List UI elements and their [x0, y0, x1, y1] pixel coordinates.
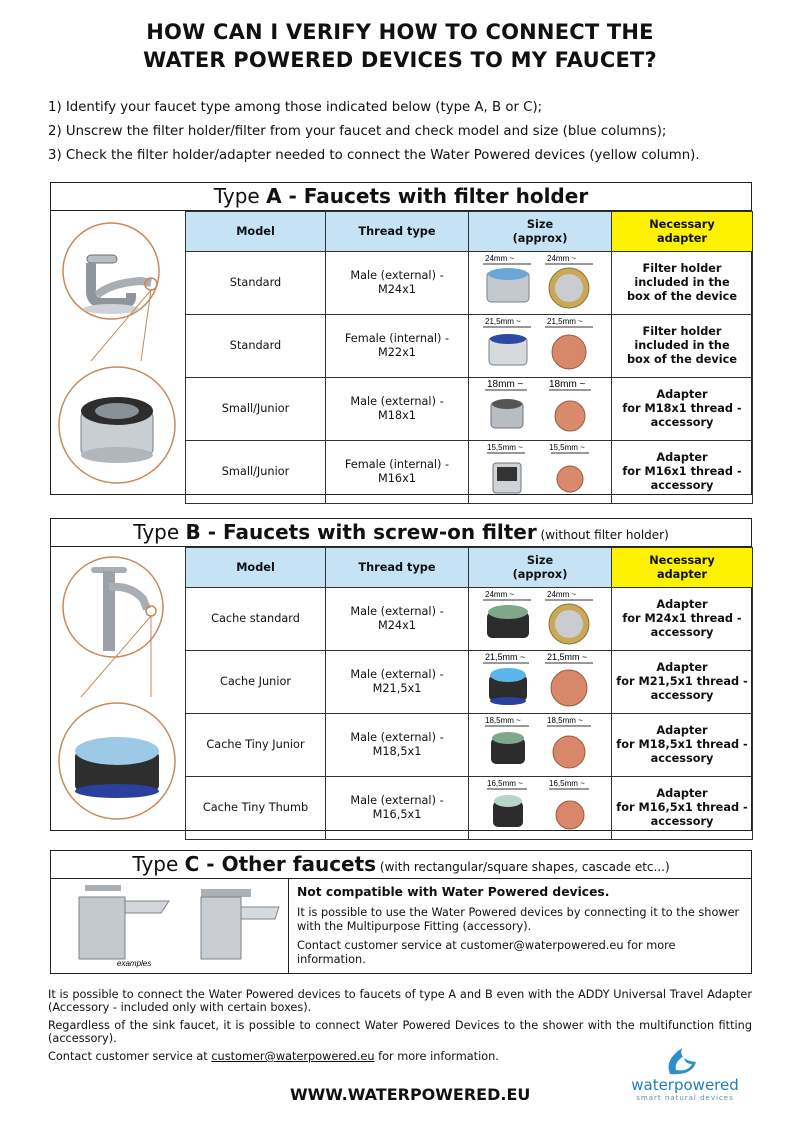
thread-cell: Male (external) - M24x1 — [326, 252, 469, 315]
svg-text:21,5mm ~: 21,5mm ~ — [547, 317, 583, 326]
adapter-cell: Adapter for M24x1 thread - accessory — [612, 588, 753, 651]
size-cell — [469, 651, 612, 714]
type-a-table — [185, 211, 753, 504]
step-1: 1) Identify your faucet type among those indicated below (type A, B or C); — [48, 100, 543, 115]
svg-text:24mm ~: 24mm ~ — [485, 590, 515, 599]
svg-text:18,5mm ~: 18,5mm ~ — [547, 716, 583, 725]
type-a-heading: Type A - Faucets with filter holder — [51, 183, 751, 211]
title-line-1: HOW CAN I VERIFY HOW TO CONNECT THE — [146, 20, 654, 44]
model-cell: Standard — [186, 315, 326, 378]
table-row — [186, 378, 753, 441]
website-url[interactable]: WWW.WATERPOWERED.EU — [290, 1085, 531, 1104]
svg-text:18,5mm ~: 18,5mm ~ — [485, 716, 521, 725]
model-cell: Small/Junior — [186, 378, 326, 441]
thread-cell: Male (external) - M21,5x1 — [326, 651, 469, 714]
waterpowered-logo: waterpowered smart natural devices — [620, 1042, 750, 1102]
table-row — [186, 777, 753, 840]
thread-cell: Male (external) - M18x1 — [326, 378, 469, 441]
page-title — [0, 18, 800, 74]
table-row — [186, 441, 753, 504]
size-cell — [469, 378, 612, 441]
size-cell — [469, 252, 612, 315]
size-cell — [469, 588, 612, 651]
svg-text:18mm ~: 18mm ~ — [487, 379, 524, 390]
water-drop-icon — [620, 1042, 750, 1078]
filter-and-coin-illustration — [475, 714, 605, 772]
svg-text:21,5mm ~: 21,5mm ~ — [485, 317, 521, 326]
thread-cell: Male (external) - M18,5x1 — [326, 714, 469, 777]
type-c-heading: Type C - Other faucets (with rectangular/square shapes, cascade etc...) — [51, 851, 751, 879]
model-cell: Cache Tiny Junior — [186, 714, 326, 777]
type-b-table — [185, 547, 753, 840]
filter-and-coin-illustration — [475, 588, 605, 646]
examples-label: examples — [117, 959, 152, 968]
filter-and-coin-illustration — [475, 651, 605, 709]
other-faucets-examples — [51, 879, 289, 973]
contact-note: Contact customer service at customer@waterpowered.eu for more information. — [48, 1050, 499, 1063]
adapter-cell: Adapter for M16x1 thread - accessory — [612, 441, 753, 504]
table-row — [186, 714, 753, 777]
adapter-cell: Adapter for M18,5x1 thread - accessory — [612, 714, 753, 777]
size-cell — [469, 777, 612, 840]
step-2: 2) Unscrew the filter holder/filter from your faucet and check model and size (blue columns); — [48, 124, 667, 139]
model-cell: Small/Junior — [186, 441, 326, 504]
svg-text:24mm ~: 24mm ~ — [547, 590, 577, 599]
svg-text:16,5mm ~: 16,5mm ~ — [549, 779, 585, 788]
filter-and-coin-illustration — [475, 777, 605, 835]
thread-cell: Male (external) - M24x1 — [326, 588, 469, 651]
col-necessary-adapter: Necessary adapter — [612, 212, 753, 252]
svg-text:15,5mm ~: 15,5mm ~ — [487, 443, 523, 452]
type-c-info — [297, 883, 745, 972]
col-size: Size (approx) — [469, 548, 612, 588]
table-row — [186, 651, 753, 714]
model-cell: Cache Junior — [186, 651, 326, 714]
table-row — [186, 252, 753, 315]
filter-and-coin-illustration — [475, 252, 605, 310]
faucet-with-screw-on-filter-illustration — [51, 547, 185, 829]
email-link[interactable]: customer@waterpowered.eu — [211, 1050, 375, 1063]
filter-and-coin-illustration — [475, 441, 605, 499]
shower-fitting-text: It is possible to use the Water Powered devices by connecting it to the shower with the Multipurpose Fitting (accessory). — [297, 906, 740, 933]
adapter-cell: Filter holder included in the box of the device — [612, 315, 753, 378]
size-cell — [469, 714, 612, 777]
model-cell: Standard — [186, 252, 326, 315]
svg-text:24mm ~: 24mm ~ — [485, 254, 515, 263]
col-thread-type: Thread type — [326, 548, 469, 588]
shower-note: Regardless of the sink faucet, it is possible to connect Water Powered Devices to the shower with the multifunction fitting (accessory). — [48, 1019, 752, 1045]
table-row — [186, 588, 753, 651]
faucet-with-filter-holder-illustration — [51, 211, 185, 493]
instruction-steps — [48, 96, 700, 168]
filter-and-coin-illustration — [475, 378, 605, 436]
step-3: 3) Check the filter holder/adapter needed to connect the Water Powered devices (yellow column). — [48, 148, 700, 163]
type-a-section — [50, 182, 752, 495]
svg-text:21,5mm ~: 21,5mm ~ — [485, 652, 526, 662]
size-cell — [469, 315, 612, 378]
type-b-heading: Type B - Faucets with screw-on filter (without filter holder) — [51, 519, 751, 547]
model-cell: Cache standard — [186, 588, 326, 651]
col-model: Model — [186, 548, 326, 588]
col-necessary-adapter: Necessary adapter — [612, 548, 753, 588]
col-size: Size (approx) — [469, 212, 612, 252]
svg-text:24mm ~: 24mm ~ — [547, 254, 577, 263]
adapter-cell: Adapter for M16,5x1 thread - accessory — [612, 777, 753, 840]
svg-text:15,5mm ~: 15,5mm ~ — [549, 443, 585, 452]
model-cell: Cache Tiny Thumb — [186, 777, 326, 840]
size-cell — [469, 441, 612, 504]
thread-cell: Male (external) - M16,5x1 — [326, 777, 469, 840]
col-thread-type: Thread type — [326, 212, 469, 252]
not-compatible-notice: Not compatible with Water Powered devices. — [297, 885, 610, 899]
type-b-section — [50, 518, 752, 831]
adapter-cell: Filter holder included in the box of the device — [612, 252, 753, 315]
thread-cell: Female (internal) - M22x1 — [326, 315, 469, 378]
svg-text:18mm ~: 18mm ~ — [549, 379, 586, 390]
filter-and-coin-illustration — [475, 315, 605, 373]
adapter-cell: Adapter for M21,5x1 thread - accessory — [612, 651, 753, 714]
addy-adapter-note: It is possible to connect the Water Powered devices to faucets of type A and B even with the ADDY Universal Travel Adapter (Accessory - included only with certain boxes). — [48, 988, 752, 1014]
rectangular-faucet-illustration — [51, 879, 289, 973]
svg-text:16,5mm ~: 16,5mm ~ — [487, 779, 523, 788]
contact-text: Contact customer service at customer@waterpowered.eu for more information. — [297, 939, 676, 966]
table-row — [186, 315, 753, 378]
type-c-section — [50, 850, 752, 974]
thread-cell: Female (internal) - M16x1 — [326, 441, 469, 504]
adapter-cell: Adapter for M18x1 thread - accessory — [612, 378, 753, 441]
title-line-2: WATER POWERED DEVICES TO MY FAUCET? — [143, 48, 657, 72]
svg-text:21,5mm ~: 21,5mm ~ — [547, 652, 588, 662]
col-model: Model — [186, 212, 326, 252]
